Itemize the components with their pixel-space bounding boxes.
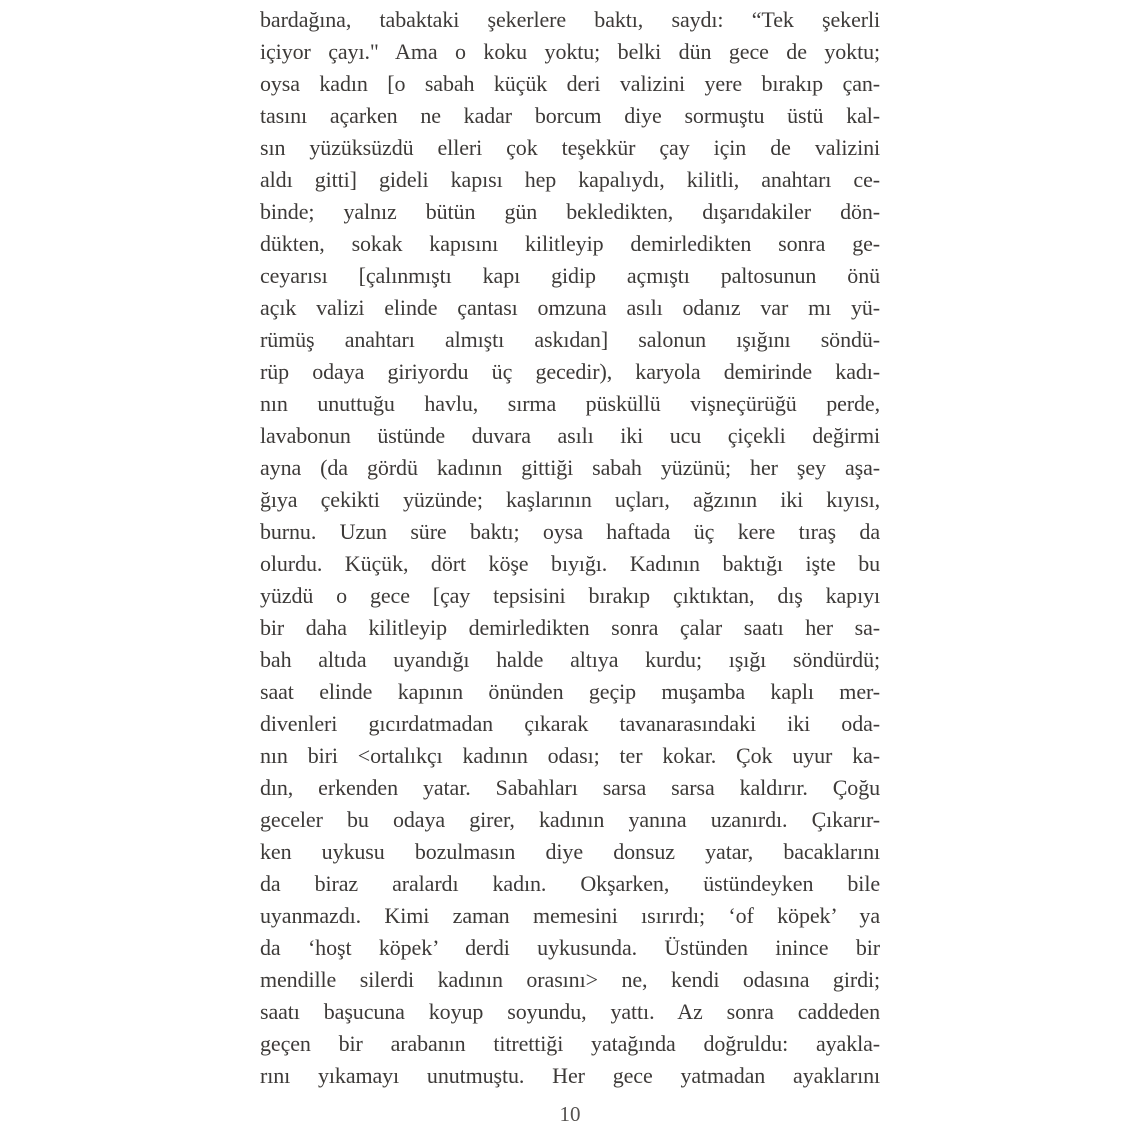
page-number: 10 — [559, 1102, 581, 1126]
text-line: rüp odaya giriyordu üç gecedir), karyola demirinde kadı- — [260, 359, 880, 384]
text-line: nın unuttuğu havlu, sırma püsküllü vişneçürüğü perde, — [260, 391, 880, 416]
text-line: ğıya çekikti yüzünde; kaşlarının uçları, ağzının iki kıyısı, — [260, 487, 880, 512]
text-line: saatı başucuna koyup soyundu, yattı. Az sonra caddeden — [260, 999, 880, 1024]
text-line: yüzdü o gece [çay tepsisini bırakıp çıktıktan, dış kapıyı — [260, 583, 880, 608]
text-line: aldı gitti] gideli kapısı hep kapalıydı, kilitli, anahtarı ce- — [260, 167, 880, 192]
text-line: açık valizi elinde çantası omzuna asılı odanız var mı yü- — [260, 295, 880, 320]
text-line: geceler bu odaya girer, kadının yanına uzanırdı. Çıkarır- — [260, 807, 880, 832]
text-line: rını yıkamayı unutmuştu. Her gece yatmadan ayaklarını — [260, 1063, 880, 1088]
text-line: lavabonun üstünde duvara asılı iki ucu çiçekli değirmi — [260, 423, 880, 448]
text-line: nın biri <ortalıkçı kadının odası; ter kokar. Çok uyur ka- — [260, 743, 880, 768]
text-line: mendille silerdi kadının orasını> ne, kendi odasına girdi; — [260, 967, 880, 992]
text-line: rümüş anahtarı almıştı askıdan] salonun ışığını söndü- — [260, 327, 880, 352]
text-line: saat elinde kapının önünden geçip muşamba kaplı mer- — [260, 679, 880, 704]
text-line: da ‘hoşt köpek’ derdi uykusunda. Üstünden inince bir — [260, 935, 880, 960]
text-line: dükten, sokak kapısını kilitleyip demirledikten sonra ge- — [260, 231, 880, 256]
text-line: ayna (da gördü kadının gittiği sabah yüzünü; her şey aşa- — [260, 455, 880, 480]
text-line: ceyarısı [çalınmıştı kapı gidip açmıştı paltosunun önü — [260, 263, 880, 288]
text-line: bardağına, tabaktaki şekerlere baktı, saydı: “Tek şekerli — [260, 7, 880, 32]
text-line: ken uykusu bozulmasın diye donsuz yatar, bacaklarını — [260, 839, 880, 864]
text-line: içiyor çayı." Ama o koku yoktu; belki dün gece de yoktu; — [260, 39, 880, 64]
text-line: divenleri gıcırdatmadan çıkarak tavanarasındaki iki oda- — [260, 711, 880, 736]
text-line: uyanmazdı. Kimi zaman memesini ısırırdı; ‘of köpek’ ya — [260, 903, 880, 928]
text-line: burnu. Uzun süre baktı; oysa haftada üç kere tıraş da — [260, 519, 880, 544]
text-line: sın yüzüksüzdü elleri çok teşekkür çay için de valizini — [260, 135, 880, 160]
text-line: dın, erkenden yatar. Sabahları sarsa sarsa kaldırır. Çoğu — [260, 775, 880, 800]
text-line: oysa kadın [o sabah küçük deri valizini yere bırakıp çan- — [260, 71, 880, 96]
text-line: olurdu. Küçük, dört köşe bıyığı. Kadının baktığı işte bu — [260, 551, 880, 576]
text-line: tasını açarken ne kadar borcum diye sormuştu üstü kal- — [260, 103, 880, 128]
text-line: binde; yalnız bütün gün bekledikten, dışarıdakiler dön- — [260, 199, 880, 224]
text-line: bah altıda uyandığı halde altıya kurdu; ışığı söndürdü; — [260, 647, 880, 672]
text-line: da biraz aralardı kadın. Okşarken, üstündeyken bile — [260, 871, 880, 896]
text-line: bir daha kilitleyip demirledikten sonra çalar saatı her sa- — [260, 615, 880, 640]
text-line: geçen bir arabanın titrettiği yatağında doğruldu: ayakla- — [260, 1031, 880, 1056]
text-block — [260, 4, 880, 1092]
